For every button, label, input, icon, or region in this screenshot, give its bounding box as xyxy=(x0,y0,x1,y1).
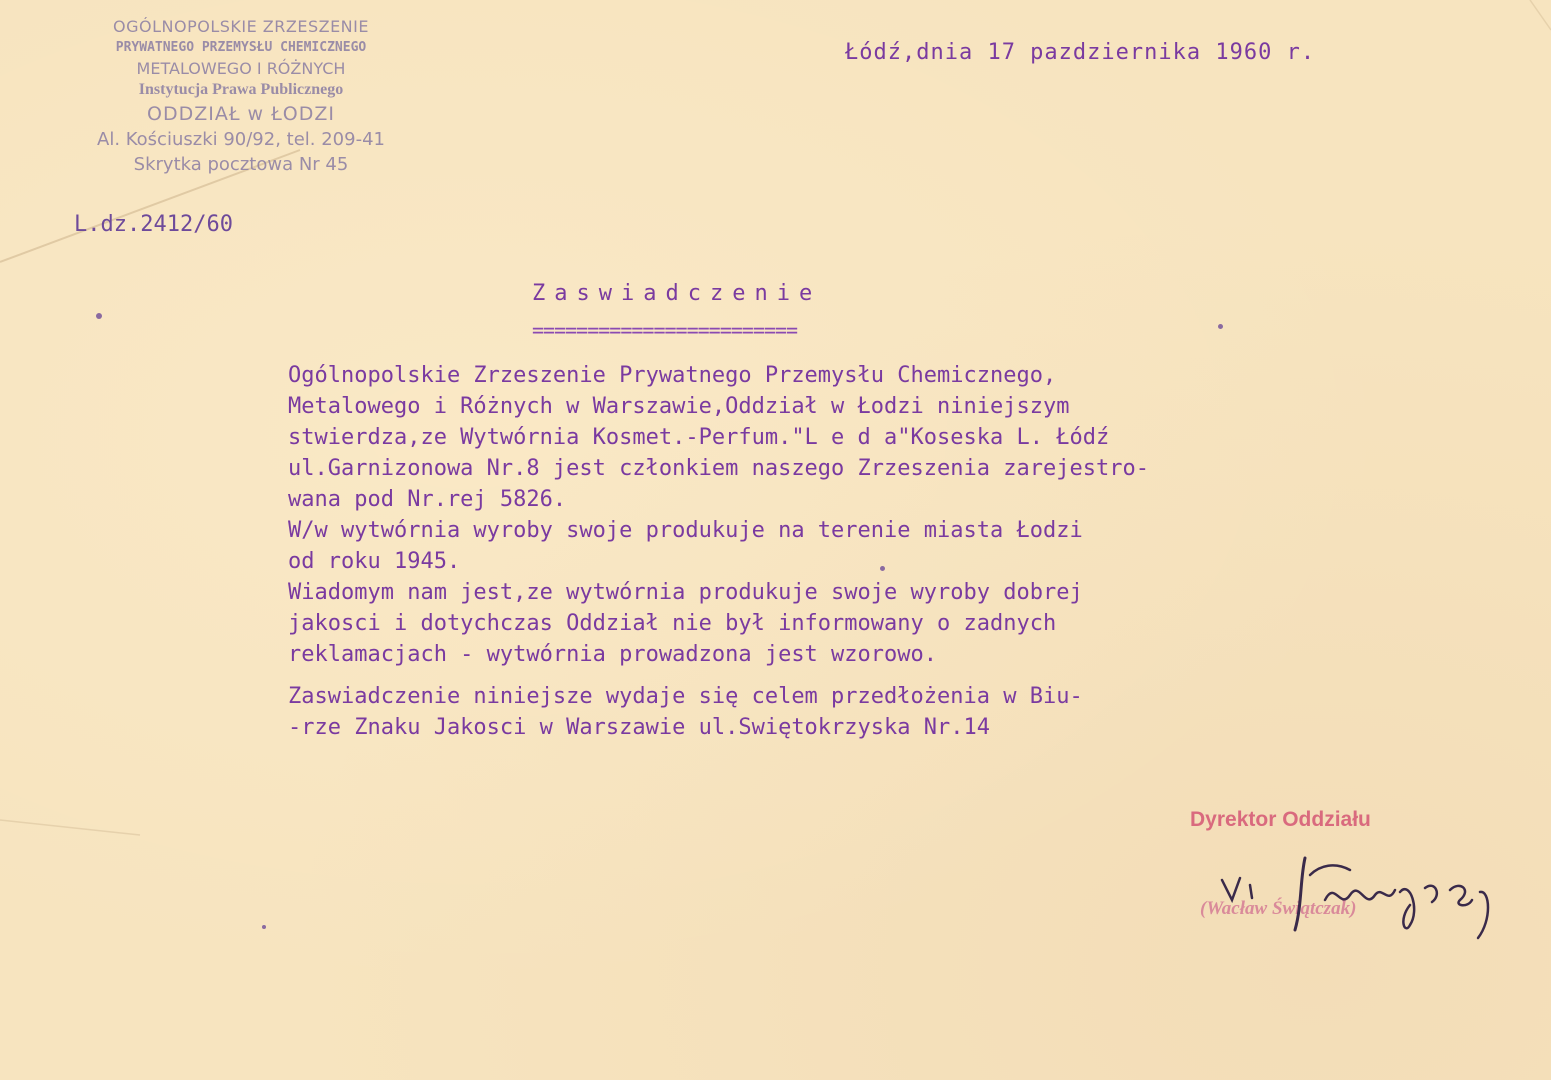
body-line: wana pod Nr.rej 5826. xyxy=(288,487,567,512)
title-underline: ======================== xyxy=(532,318,797,342)
body-line: stwierdza,ze Wytwórnia Kosmet.-Perfum."L e d a"Koseska L. Łódź xyxy=(288,425,1110,450)
letterhead-line: Skrytka pocztowa Nr 45 xyxy=(133,154,349,175)
ink-speck xyxy=(262,925,266,929)
letterhead-line: OGÓLNOPOLSKIE ZRZESZENIE xyxy=(113,17,369,36)
ink-speck xyxy=(880,566,885,571)
body-line: reklamacjach - wytwórnia prowadzona jest wzorowo. xyxy=(288,642,938,667)
paragraph-gap xyxy=(288,670,1538,681)
body-line: Ogólnopolskie Zrzeszenie Prywatnego Przemysłu Chemicznego, xyxy=(288,363,1057,388)
document-body xyxy=(288,360,1538,743)
body-line: Wiadomym nam jest,ze wytwórnia produkuje swoje wyroby dobrej xyxy=(288,580,1083,605)
body-line: Metalowego i Różnych w Warszawie,Oddział w Łodzi niniejszym xyxy=(288,394,1070,419)
letterhead-line: METALOWEGO I RÓŻNYCH xyxy=(136,59,346,78)
signatory-name: (Wacław Świątczak) xyxy=(1200,898,1357,919)
body-line: -rze Znaku Jakosci w Warszawie ul.Swiętokrzyska Nr.14 xyxy=(288,715,990,740)
reference-number: L.dz.2412/60 xyxy=(74,212,233,237)
body-line: od roku 1945. xyxy=(288,549,461,574)
body-line: ul.Garnizonowa Nr.8 jest członkiem naszego Zrzeszenia zarejestro- xyxy=(288,456,1149,481)
body-line: W/w wytwórnia wyroby swoje produkuje na terenie miasta Łodzi xyxy=(288,518,1083,543)
body-line: Zaswiadczenie niniejsze wydaje się celem przedłożenia w Biu- xyxy=(288,684,1083,709)
letterhead-line: Instytucja Prawa Publicznego xyxy=(138,81,344,98)
signatory-title: Dyrektor Oddziału xyxy=(1190,808,1371,831)
ink-speck xyxy=(96,313,102,319)
document-title: Zaswiadczenie xyxy=(532,281,822,306)
letterhead-stamp xyxy=(36,16,446,175)
letterhead-line: ODDZIAŁ w ŁODZI xyxy=(146,103,335,125)
body-line: jakosci i dotychczas Oddział nie był informowany o zadnych xyxy=(288,611,1057,636)
ink-speck xyxy=(1218,324,1223,329)
handwritten-signature xyxy=(1210,850,1510,940)
document-date: Łódź,dnia 17 pazdziernika 1960 r. xyxy=(845,40,1316,65)
letterhead-line: Al. Kościuszki 90/92, tel. 209-41 xyxy=(97,129,385,150)
letterhead-line: PRYWATNEGO PRZEMYSŁU CHEMICZNEGO xyxy=(115,40,367,55)
